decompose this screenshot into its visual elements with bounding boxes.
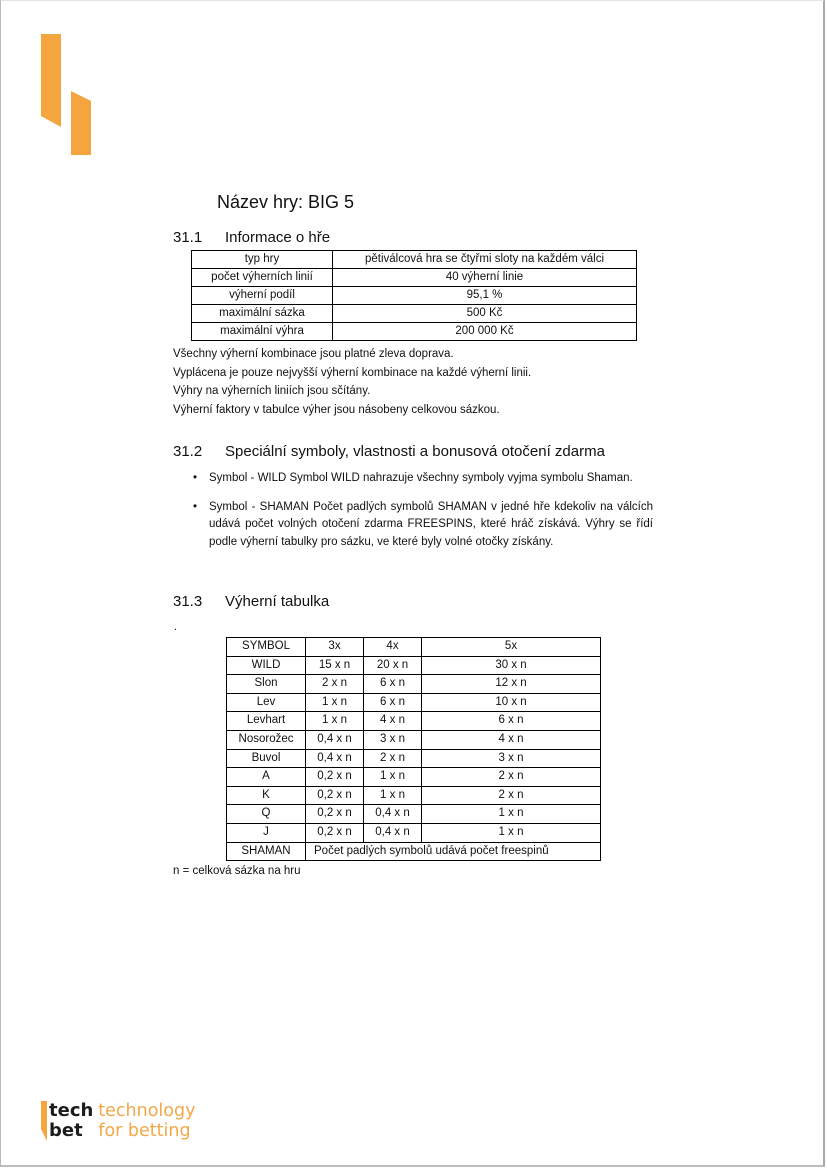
symbol-cell: Levhart (227, 712, 306, 731)
table-row (227, 656, 601, 675)
payout-cell: 1 x n (306, 693, 364, 712)
game-info-table (191, 250, 637, 341)
rules-paragraphs (173, 345, 531, 419)
logo-tagline (98, 1101, 195, 1141)
symbol-cell: J (227, 823, 306, 842)
payout-cell: 2 x n (422, 768, 601, 787)
symbol-cell: K (227, 786, 306, 805)
payout-cell: 0,2 x n (306, 768, 364, 787)
logo-word-bet: bet (49, 1120, 83, 1141)
table-row (192, 305, 637, 323)
table-row (227, 823, 601, 842)
payout-cell: 0,4 x n (364, 823, 422, 842)
symbol-cell: A (227, 768, 306, 787)
tagline-line-1: technology (98, 1101, 196, 1121)
payout-cell: 1 x n (422, 805, 601, 824)
section-heading-31-2 (173, 443, 605, 460)
payout-cell: 6 x n (364, 693, 422, 712)
info-label: výherní podíl (192, 287, 333, 305)
payout-cell: 0,2 x n (306, 823, 364, 842)
list-item (193, 499, 653, 552)
bullet-icon: • (193, 500, 198, 513)
payout-cell: 0,4 x n (306, 730, 364, 749)
payout-cell: 1 x n (364, 768, 422, 787)
info-value: 200 000 Kč (333, 323, 637, 341)
info-value: 95,1 % (333, 287, 637, 305)
info-label: maximální výhra (192, 323, 333, 341)
payout-cell: 0,4 x n (306, 749, 364, 768)
symbol-cell: Buvol (227, 749, 306, 768)
tagline-line-2: for betting (98, 1121, 191, 1141)
paytable-header-row (227, 638, 601, 657)
payout-cell: 2 x n (364, 749, 422, 768)
special-symbols-list (193, 470, 653, 562)
payout-cell: 6 x n (422, 712, 601, 731)
symbol-cell: Lev (227, 693, 306, 712)
table-row (227, 675, 601, 694)
payout-cell: 6 x n (364, 675, 422, 694)
table-row (227, 712, 601, 731)
table-row (227, 730, 601, 749)
symbol-cell: Nosorožec (227, 730, 306, 749)
payout-cell: 1 x n (422, 823, 601, 842)
section-title: Informace o hře (225, 229, 331, 246)
info-value: 40 výherní linie (333, 269, 637, 287)
payout-cell: 4 x n (422, 730, 601, 749)
payout-cell: 3 x n (422, 749, 601, 768)
symbol-cell: Q (227, 805, 306, 824)
info-label: typ hry (192, 251, 333, 269)
table-row (227, 693, 601, 712)
payout-cell: 3 x n (364, 730, 422, 749)
logo-bar-icon (41, 1101, 47, 1141)
techbet-bars-logo-icon (41, 34, 93, 156)
rule-line: Všechny výherní kombinace jsou platné zleva doprava. (173, 348, 454, 360)
section-title: Speciální symboly, vlastnosti a bonusová otočení zdarma (225, 443, 605, 460)
table-row (227, 749, 601, 768)
table-row (227, 805, 601, 824)
table-row (227, 768, 601, 787)
payout-cell: 0,4 x n (364, 805, 422, 824)
techbet-footer-logo (41, 1101, 195, 1145)
info-value: 500 Kč (333, 305, 637, 323)
payout-cell: 1 x n (364, 786, 422, 805)
header-cell: 4x (364, 638, 422, 657)
paytable-footnote: n = celková sázka na hru (173, 865, 301, 877)
bullet-icon: • (193, 472, 198, 484)
header-cell: 5x (422, 638, 601, 657)
payout-cell: 2 x n (422, 786, 601, 805)
payout-cell: 15 x n (306, 656, 364, 675)
rule-line: Výhry na výherních liniích jsou sčítány. (173, 385, 371, 397)
payout-cell: 0,2 x n (306, 805, 364, 824)
rule-line: Vyplácena je pouze nejvyšší výherní kombinace na každé výherní linii. (173, 366, 532, 379)
payout-cell: 2 x n (306, 675, 364, 694)
payout-cell: 4 x n (364, 712, 422, 731)
document-title: Název hry: BIG 5 (217, 192, 355, 212)
shaman-row (227, 842, 601, 861)
symbol-cell: SHAMAN (227, 842, 306, 861)
payout-cell: 20 x n (364, 656, 422, 675)
stray-dot: . (174, 621, 178, 633)
shaman-description-cell: Počet padlých symbolů udává počet freespinů (306, 842, 601, 861)
section-number: 31.2 (173, 443, 203, 460)
payout-cell: 10 x n (422, 693, 601, 712)
logo-wordmark (49, 1101, 93, 1141)
payout-cell: 30 x n (422, 656, 601, 675)
rule-line: Výherní faktory v tabulce výher jsou násobeny celkovou sázkou. (173, 403, 500, 416)
payout-cell: 0,2 x n (306, 786, 364, 805)
info-label: počet výherních linií (192, 269, 333, 287)
table-row (192, 251, 637, 269)
symbol-cell: Slon (227, 675, 306, 694)
bullet-text: Symbol - WILD Symbol WILD nahrazuje všechny symboly vyjma symbolu Shaman. (209, 472, 633, 484)
info-value: pětiválcová hra se čtyřmi sloty na každém válci (333, 251, 637, 269)
header-cell: 3x (306, 638, 364, 657)
table-row (192, 269, 637, 287)
section-number: 31.3 (173, 593, 203, 610)
list-item (193, 470, 653, 488)
info-label: maximální sázka (192, 305, 333, 323)
table-row (227, 786, 601, 805)
section-heading-31-3 (173, 593, 329, 610)
section-number: 31.1 (173, 229, 203, 246)
table-row (192, 287, 637, 305)
section-title: Výherní tabulka (225, 593, 330, 610)
paytable (226, 637, 601, 861)
header-cell: SYMBOL (227, 638, 306, 657)
logo-word-tech: tech (49, 1100, 94, 1121)
bullet-text: Symbol - SHAMAN Počet padlých symbolů SHAMAN v jedné hře kdekoliv na válcích udává počet volných otočení zdarma FREESPINS, které hráč získává. Výhry se řídí podle výherní tabulky pro sázku, ve které byly volné otočky získány. (209, 500, 653, 548)
section-heading-31-1 (173, 229, 330, 246)
symbol-cell: WILD (227, 656, 306, 675)
payout-cell: 1 x n (306, 712, 364, 731)
payout-cell: 12 x n (422, 675, 601, 694)
table-row (192, 323, 637, 341)
